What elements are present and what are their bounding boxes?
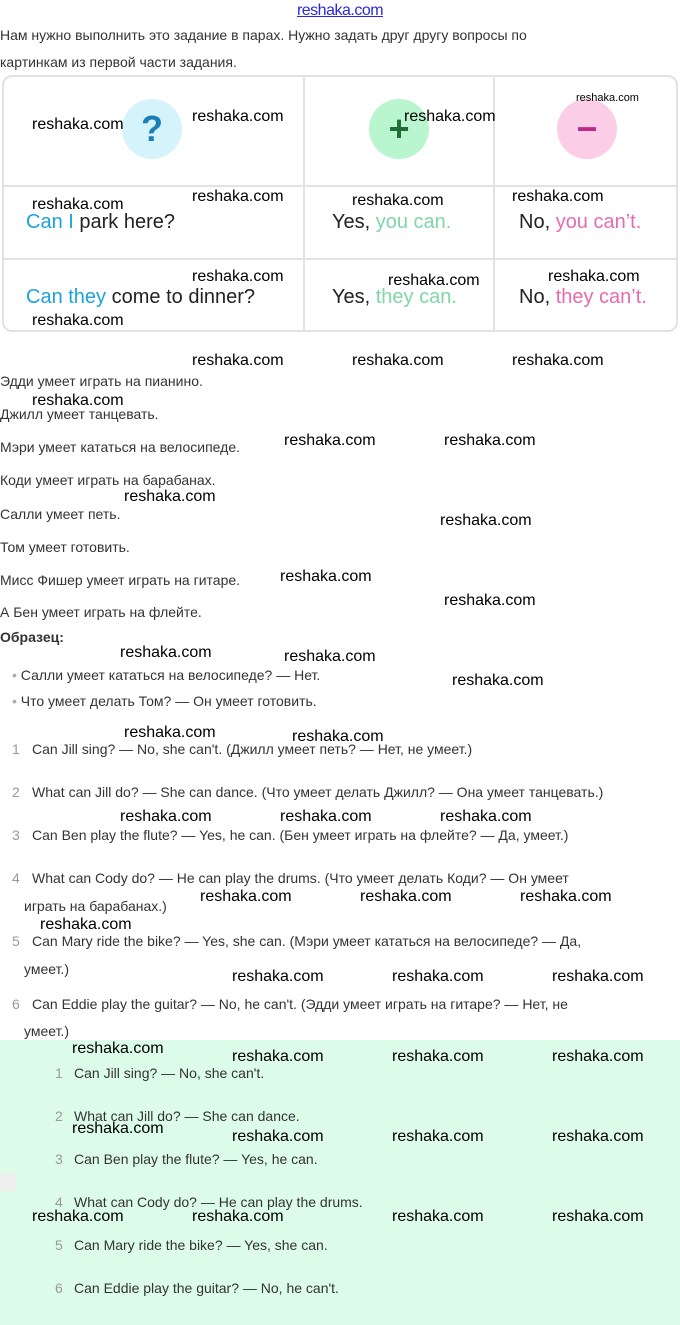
no-1: No, you can’t. (519, 211, 642, 233)
watermark: reshaka.com (552, 968, 644, 985)
fact: Мисс Фишер умеет играть на гитаре. (0, 572, 241, 588)
watermark: reshaka.com (192, 1208, 284, 1225)
answer: Can Eddie play the guitar? — No, he can't. (Эдди умеет играть на гитаре? — Нет, не (32, 996, 568, 1012)
question-1: Can I park here? (26, 211, 175, 233)
watermark: reshaka.com (392, 1128, 484, 1145)
watermark: reshaka.com (392, 1048, 484, 1065)
answer-number: 3 (55, 1151, 63, 1167)
answer-number: 1 (55, 1065, 63, 1081)
watermark: reshaka.com (388, 272, 480, 289)
minus-icon: − (557, 99, 617, 159)
answer: What can Jill do? — She can dance. (Что умеет делать Джилл? — Она умеет танцевать.) (32, 784, 604, 800)
watermark: reshaka.com (284, 432, 376, 449)
answer: Can Jill sing? — No, she can't. (Джилл умеет петь? — Нет, не умеет.) (32, 741, 473, 757)
watermark: reshaka.com (404, 108, 496, 125)
play-icon[interactable] (0, 1173, 16, 1191)
fact: Эдди умеет играть на пианино. (0, 373, 203, 389)
answer-number: 5 (12, 933, 20, 949)
answer: Can Mary ride the bike? — Yes, she can. (74, 1237, 328, 1253)
watermark: reshaka.com (280, 568, 372, 585)
answer-number: 2 (55, 1108, 63, 1124)
watermark: reshaka.com (32, 196, 124, 213)
watermark: reshaka.com (40, 916, 132, 933)
answer-cont: умеет.) (24, 1023, 69, 1039)
plus-icon: + (369, 99, 429, 159)
watermark: reshaka.com (352, 352, 444, 369)
yes-2: Yes, they can. (332, 286, 457, 308)
answer-number: 6 (55, 1280, 63, 1296)
fact: Джилл умеет танцевать. (0, 406, 159, 422)
no-2: No, they can’t. (519, 286, 647, 308)
answer: Can Jill sing? — No, she can't. (74, 1065, 265, 1081)
watermark: reshaka.com (232, 968, 324, 985)
sample-label: Образец: (0, 629, 64, 645)
answer: Can Mary ride the bike? — Yes, she can. (Мэри умеет кататься на велосипеде? — Да, (32, 933, 582, 949)
question-icon: ? (122, 99, 182, 159)
intro-line-2: картинкам из первой части задания. (0, 54, 237, 70)
watermark: reshaka.com (120, 808, 212, 825)
watermark: reshaka.com (552, 1128, 644, 1145)
answer: What can Jill do? — She can dance. (74, 1108, 300, 1124)
answer-number: 1 (12, 741, 20, 757)
watermark: reshaka.com (200, 888, 292, 905)
watermark: reshaka.com (192, 268, 284, 285)
answer-number: 2 (12, 784, 20, 800)
fact: Коди умеет играть на барабанах. (0, 472, 216, 488)
watermark: reshaka.com (444, 432, 536, 449)
question-2: Can they come to dinner? (26, 286, 256, 308)
watermark: reshaka.com (32, 116, 124, 133)
fact: А Бен умеет играть на флейте. (0, 604, 202, 620)
yes-1: Yes, you can. (332, 211, 452, 233)
watermark: reshaka.com (512, 188, 604, 205)
watermark: reshaka.com (32, 312, 124, 329)
answer-cont: умеет.) (24, 961, 69, 977)
watermark: reshaka.com (124, 488, 216, 505)
watermark: reshaka.com (548, 268, 640, 285)
watermark: reshaka.com (284, 648, 376, 665)
site-link[interactable]: reshaka.com (296, 2, 384, 19)
sample-item: • Салли умеет кататься на велосипеде? — Нет. (12, 667, 321, 683)
watermark: reshaka.com (440, 512, 532, 529)
answer-number: 4 (12, 870, 20, 886)
watermark: reshaka.com (360, 888, 452, 905)
watermark: reshaka.com (232, 1128, 324, 1145)
watermark: reshaka.com (520, 888, 612, 905)
answer: Can Ben play the flute? — Yes, he can. (74, 1151, 318, 1167)
answer-cont: играть на барабанах.) (24, 898, 167, 914)
watermark: reshaka.com (32, 392, 124, 409)
watermark: reshaka.com (232, 1048, 324, 1065)
answer: Can Ben play the flute? — Yes, he can. (Бен умеет играть на флейте? — Да, умеет.) (32, 827, 569, 843)
watermark: reshaka.com (192, 352, 284, 369)
answer-number: 4 (55, 1194, 63, 1210)
watermark: reshaka.com (32, 1208, 124, 1225)
fact: Том умеет готовить. (0, 539, 130, 555)
watermark: reshaka.com (452, 672, 544, 689)
watermark: reshaka.com (292, 728, 384, 745)
watermark: reshaka.com (392, 968, 484, 985)
watermark: reshaka.com (352, 192, 444, 209)
answer-number: 3 (12, 827, 20, 843)
watermark: reshaka.com (552, 1048, 644, 1065)
answer: What can Cody do? — He can play the drums. (Что умеет делать Коди? — Он умеет (32, 870, 569, 886)
watermark: reshaka.com (280, 808, 372, 825)
watermark: reshaka.com (124, 724, 216, 741)
watermark: reshaka.com (576, 92, 639, 104)
watermark: reshaka.com (72, 1120, 164, 1137)
watermark: reshaka.com (552, 1208, 644, 1225)
answer-number: 6 (12, 996, 20, 1012)
watermark: reshaka.com (120, 644, 212, 661)
fact: Мэри умеет кататься на велосипеде. (0, 439, 241, 455)
watermark: reshaka.com (444, 592, 536, 609)
answer-number: 5 (55, 1237, 63, 1253)
sample-item: • Что умеет делать Том? — Он умеет готовить. (12, 693, 317, 709)
intro-line-1: Нам нужно выполнить это задание в парах. Нужно задать друг другу вопросы по (0, 27, 527, 43)
fact: Салли умеет петь. (0, 506, 121, 522)
watermark: reshaka.com (192, 108, 284, 125)
answer: What can Cody do? — He can play the drums. (74, 1194, 363, 1210)
watermark: reshaka.com (192, 188, 284, 205)
watermark: reshaka.com (440, 808, 532, 825)
watermark: reshaka.com (72, 1040, 164, 1057)
watermark: reshaka.com (512, 352, 604, 369)
watermark: reshaka.com (392, 1208, 484, 1225)
answer: Can Eddie play the guitar? — No, he can't. (74, 1280, 339, 1296)
